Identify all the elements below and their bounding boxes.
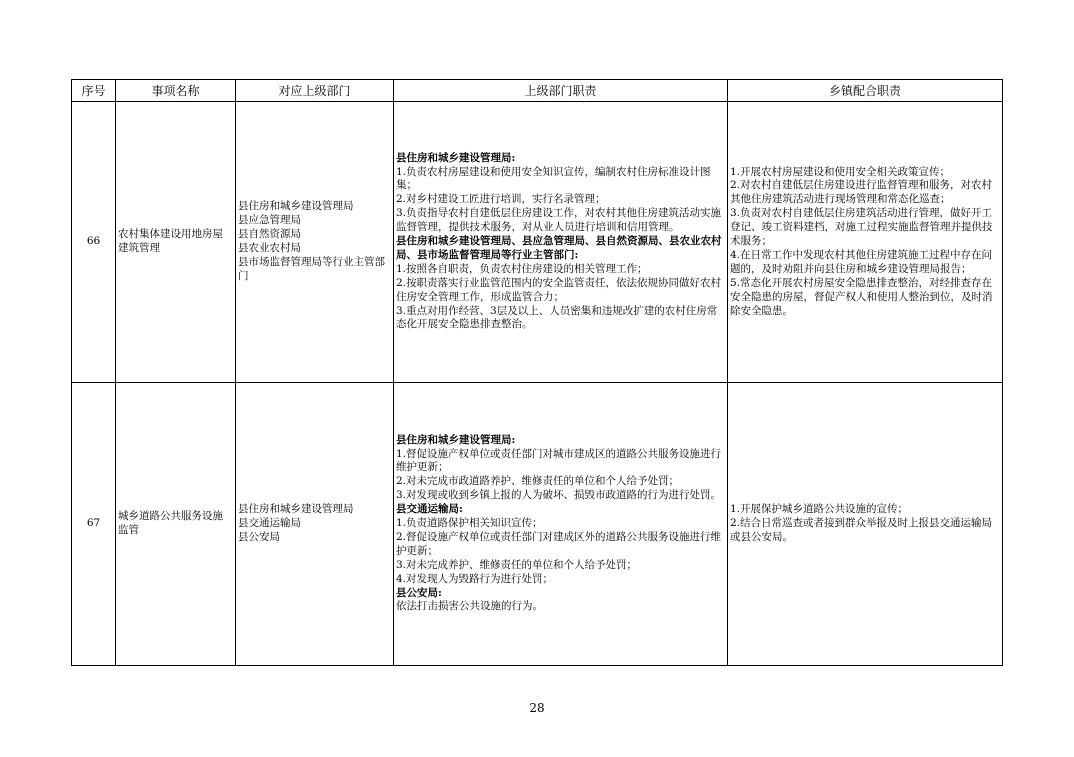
duty-line: 2.按职责落实行业监管范围内的安全监管责任，依法依规协同做好农村住房安全管理工作，形成监管合力； [396, 276, 722, 303]
town-line: 4.在日常工作中发现农村其他住房建筑施工过程中存在问题的，及时劝阻并向县住房和城乡建设管理局报告； [730, 248, 993, 275]
header-town: 乡镇配合职责 [728, 80, 1003, 102]
header-duty: 上级部门职责 [394, 80, 728, 102]
dept-line: 县住房和城乡建设管理局 [238, 503, 354, 516]
town-cell [728, 102, 1003, 383]
duty-cell [394, 102, 728, 383]
dept-line: 县自然资源局 [238, 228, 301, 241]
item-name: 城乡道路公共服务设施监管 [116, 383, 236, 666]
dept-cell [236, 102, 394, 383]
row-number: 67 [72, 383, 116, 666]
table-row [72, 102, 1003, 383]
dept-line: 县公安局 [238, 530, 280, 543]
duty-line: 1.督促设施产权单位或责任部门对城市建成区的道路公共服务设施进行维护更新； [396, 447, 722, 474]
item-name: 农村集体建设用地房屋建筑管理 [116, 102, 236, 383]
town-line: 1.开展保护城乡道路公共设施的宣传； [730, 503, 909, 516]
header-row [72, 80, 1003, 102]
duty-line: 2.督促设施产权单位或责任部门对建成区外的道路公共服务设施进行维护更新； [396, 530, 722, 557]
duty-line: 4.对发现人为毁路行为进行处罚； [396, 572, 554, 585]
duty-line: 1.按照各自职责，负责农村住房建设的相关管理工作； [396, 262, 648, 275]
town-line: 2.对农村自建低层住房建设进行监督管理和服务，对农村其他住房建筑活动进行现场管理和常态化巡查； [730, 179, 993, 206]
duty-heading: 县交通运输局: [396, 503, 463, 516]
duty-heading: 县公安局: [396, 586, 442, 599]
duty-line: 3.负责指导农村自建低层住房建设工作，对农村其他住房建筑活动实施监督管理，提供技术服务，对从业人员进行培训和信用管理。 [396, 207, 722, 234]
dept-line: 县应急管理局 [238, 214, 301, 227]
duty-line: 2.对未完成市政道路养护、维修责任的单位和个人给予处罚； [396, 475, 680, 488]
row-number: 66 [72, 102, 116, 383]
duty-line: 1.负责农村房屋建设和使用安全知识宣传，编制农村住房标准设计图集； [396, 165, 711, 192]
town-line: 5.常态化开展农村房屋安全隐患排查整治，对经排查存在安全隐患的房屋，督促产权人和使用人整治到位，及时消除安全隐患。 [730, 276, 993, 317]
dept-line: 县农业农村局 [238, 242, 301, 254]
duty-heading: 县住房和城乡建设管理局: [396, 433, 516, 446]
header-num: 序号 [72, 80, 116, 102]
duty-heading: 县住房和城乡建设管理局、县应急管理局、县自然资源局、县农业农村局、县市场监督管理局等行业主管部门: [396, 235, 722, 261]
table-row [72, 383, 1003, 666]
duty-heading: 县住房和城乡建设管理局: [396, 151, 516, 164]
duty-table [71, 79, 1003, 666]
dept-line: 县市场监督管理局等行业主管部门 [238, 255, 385, 282]
duty-line: 3.对发现或收到乡镇上报的人为破坏、损毁市政道路的行为进行处罚。 [396, 489, 722, 502]
duty-cell [394, 383, 728, 666]
town-line: 3.负责对农村自建低层住房建筑活动进行管理，做好开工登记、竣工资料建档，对施工过程实施监督管理并提供技术服务； [730, 207, 993, 248]
page-number: 28 [529, 701, 545, 715]
dept-line: 县住房和城乡建设管理局 [238, 200, 354, 213]
town-line: 2.结合日常巡查或者接到群众举报及时上报县交通运输局或县公安局。 [730, 517, 993, 543]
duty-line: 3.重点对用作经营、3层及以上、人员密集和违规改扩建的农村住房常态化开展安全隐患排查整治。 [396, 304, 718, 331]
duty-line: 3.对未完成养护、维修责任的单位和个人给予处罚； [396, 558, 638, 571]
duty-line: 2.对乡村建设工匠进行培训，实行名录管理； [396, 193, 606, 206]
header-dept: 对应上级部门 [236, 80, 394, 102]
duty-line: 1.负责道路保护相关知识宣传； [396, 517, 543, 530]
town-line: 1.开展农村房屋建设和使用安全相关政策宣传； [730, 165, 951, 178]
dept-cell [236, 383, 394, 666]
duty-line: 依法打击损害公共设施的行为。 [396, 600, 543, 613]
header-name: 事项名称 [116, 80, 236, 102]
town-cell [728, 383, 1003, 666]
dept-line: 县交通运输局 [238, 517, 301, 530]
